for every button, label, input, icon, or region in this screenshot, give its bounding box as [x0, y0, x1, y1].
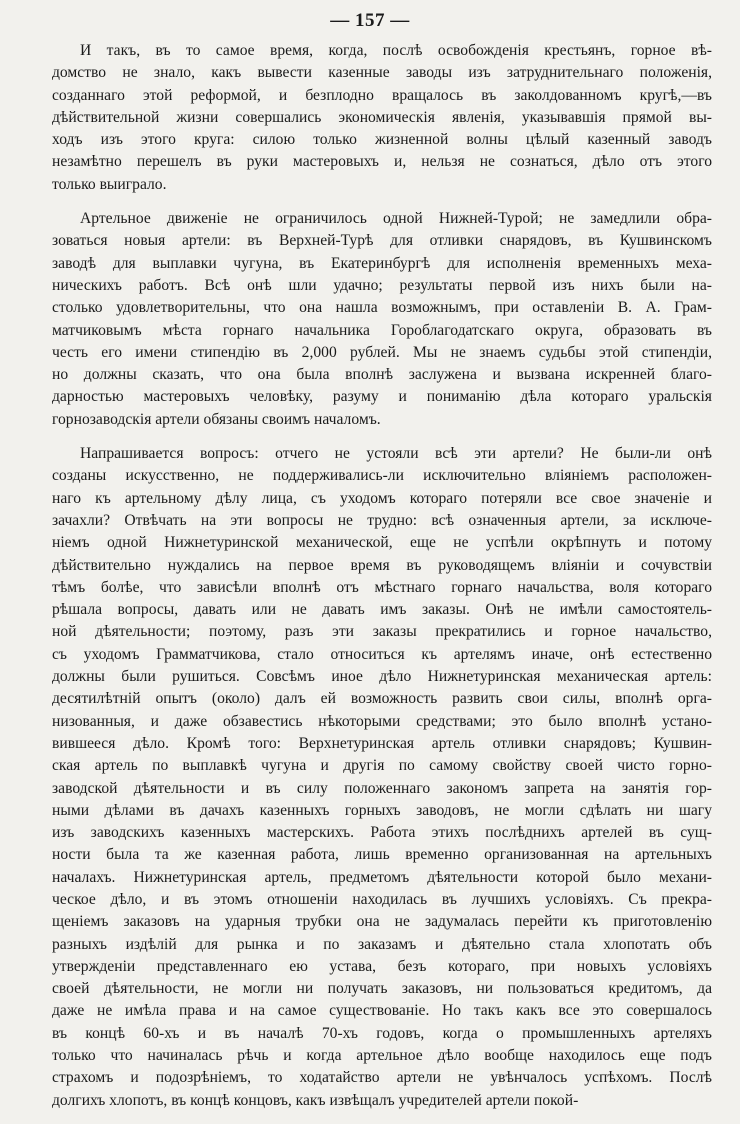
text-line: страхомъ и подозрѣніемъ, то ходатайство артели не увѣнчалось успѣхомъ. Послѣ	[52, 1069, 712, 1087]
text-line: ности была та же казенная работа, лишь временно организованная на артельныхъ	[52, 846, 712, 864]
paragraph	[52, 208, 712, 431]
text-line: Артельное движеніе не ограничилось одной Нижней-Турой; не замедлили обра-	[80, 210, 712, 228]
text-line: Напрашивается вопросъ: отчего не устояли всѣ эти артели? Не были-ли онѣ	[80, 445, 712, 463]
text-line: зачахли? Отвѣчать на эти вопросы не трудно: всѣ означенныя артели, за исключе-	[52, 511, 712, 529]
text-line: ной дѣятельности; поэтому, разъ эти заказы прекратились и горное начальство,	[52, 623, 712, 641]
text-line: столько удовлетворительны, что она нашла возможнымъ, при оставленіи В. А. Грам-	[52, 299, 712, 317]
page-number: — 157 —	[330, 10, 410, 31]
text-line: горнозаводскія артели обязаны своимъ началомъ.	[52, 410, 381, 428]
text-line: ническихъ работъ. Всѣ онѣ шли удачно; результаты первой изъ нихъ были на-	[52, 276, 712, 294]
text-line: наго къ артельному дѣлу лица, съ уходомъ котораго потеряли все свое значеніе и	[52, 489, 712, 507]
text-line: но должны сказать, что она была вполнѣ заслужена и вызвана искренней благо-	[52, 366, 712, 384]
text-line: съ уходомъ Грамматчикова, стало относиться къ артелямъ иначе, онѣ естественно	[52, 645, 712, 663]
paragraph	[52, 443, 712, 1112]
text-line: заводской дѣятельности и въ силу положеннаго закономъ запрета на занятія гор-	[52, 779, 712, 797]
text-line: ческое дѣло, и въ этомъ отношеніи находилась въ лучшихъ условіяхъ. Съ прекра-	[52, 890, 712, 908]
text-line: ными дѣлами въ дачахъ казенныхъ горныхъ заводовъ, не могли сдѣлать ни шагу	[52, 801, 712, 819]
text-line: зоваться новыя артели: въ Верхней-Турѣ для отливки снарядовъ, въ Кушвинскомъ	[52, 232, 712, 250]
text-line: долгихъ хлопотъ, въ концѣ концовъ, какъ извѣщалъ учредителей артели покой-	[52, 1091, 579, 1109]
text-line: созданы искусственно, не поддерживались-ли исключительно вліяніемъ расположен-	[52, 467, 712, 485]
text-line: должны были рушиться. Совсѣмъ иное дѣло Нижнетуринская механическая артель:	[52, 668, 712, 686]
text-line: незамѣтно перешелъ въ руки мастеровыхъ и, нельзя не сознаться, дѣло отъ этого	[52, 153, 712, 171]
text-line: заводѣ для выплавки чугуна, въ Екатеринбургѣ для исполненія временныхъ меха-	[52, 254, 712, 272]
text-line: дѣйствительно нуждались на первое время въ руководящемъ вліяніи и сочувствіи	[52, 556, 712, 574]
text-line: десятилѣтній опытъ (около) далъ ей возможность развить свои силы, вполнѣ орга-	[52, 690, 712, 708]
text-line: созданнаго этой реформой, и безплодно вращалось въ заколдованномъ кругѣ,—въ	[52, 86, 712, 104]
text-line: честь его имени стипендію въ 2,000 рублей. Мы не знаемъ судьбы этой стипендіи,	[52, 343, 712, 361]
text-line: И такъ, въ то самое время, когда, послѣ освобожденія крестьянъ, горное вѣ-	[80, 42, 712, 59]
text-line: домство не знало, какъ вывести казенные заводы изъ затруднительнаго положенія,	[52, 64, 712, 82]
text-line: низованныя, и даже обзавестись нѣкоторыми средствами; это было вполнѣ устано-	[52, 712, 712, 730]
text-line: только выиграло.	[52, 175, 167, 193]
text-line: ніемъ одной Нижнетуринской механической, еще не успѣли окрѣпнуть и потому	[52, 534, 712, 552]
text-line: дѣйствительной жизни совершались экономическія явленія, указывавшія прямой вы-	[52, 108, 712, 126]
text-line: изъ заводскихъ казенныхъ мастерскихъ. Работа этихъ послѣднихъ артелей въ сущ-	[52, 824, 712, 842]
text-line: ходъ изъ этого круга: силою только жизненной волны цѣлый казенный заводъ	[52, 131, 712, 149]
text-line: рѣшала вопросы, давать или не давать имъ заказы. Онѣ не имѣли самостоятель-	[52, 601, 712, 619]
text-line: только что начиналась рѣчь и когда артельное дѣло вообще находилось еще подъ	[52, 1047, 712, 1065]
body-text	[52, 40, 712, 1124]
text-line: въ концѣ 60-хъ и въ началѣ 70-хъ годовъ, когда о промышленныхъ артеляхъ	[52, 1024, 712, 1042]
text-line: дарностью мастеровыхъ человѣку, разуму и пониманію дѣла котораго уральскія	[52, 388, 712, 406]
text-line: матчиковымъ мѣста горнаго начальника Гороблагодатскаго округа, образовать въ	[52, 321, 712, 339]
text-line: разныхъ издѣлій для рынка и по заказамъ и дѣятельно стала хлопотать объ	[52, 935, 712, 953]
text-line: утвержденіи представленнаго ею устава, безъ котораго, при новыхъ условіяхъ	[52, 957, 712, 975]
text-line: своей дѣятельности, не могли ни получать заказовъ, ни пользоваться кредитомъ, да	[52, 980, 712, 998]
text-line: тѣмъ болѣе, что зависѣли вполнѣ отъ мѣстнаго горнаго начальства, воля котораго	[52, 578, 712, 596]
paragraph	[52, 40, 712, 196]
text-line: даже не имѣла права и на самое существованіе. Но такъ какъ все это совершалось	[52, 1002, 712, 1020]
text-line: щеніемъ заказовъ на ударныя трубки она не задумалась перейти къ приготовленію	[52, 913, 712, 931]
text-line: ская артель по выплавкѣ чугуна и другія по самому свойству своей чисто горно-	[52, 757, 712, 775]
text-line: началахъ. Нижнетуринская артель, предметомъ дѣятельности которой было механи-	[52, 868, 712, 886]
text-line: вившееся дѣло. Кромѣ того: Верхнетуринская артель отливки снарядовъ; Кушвин-	[52, 734, 712, 752]
